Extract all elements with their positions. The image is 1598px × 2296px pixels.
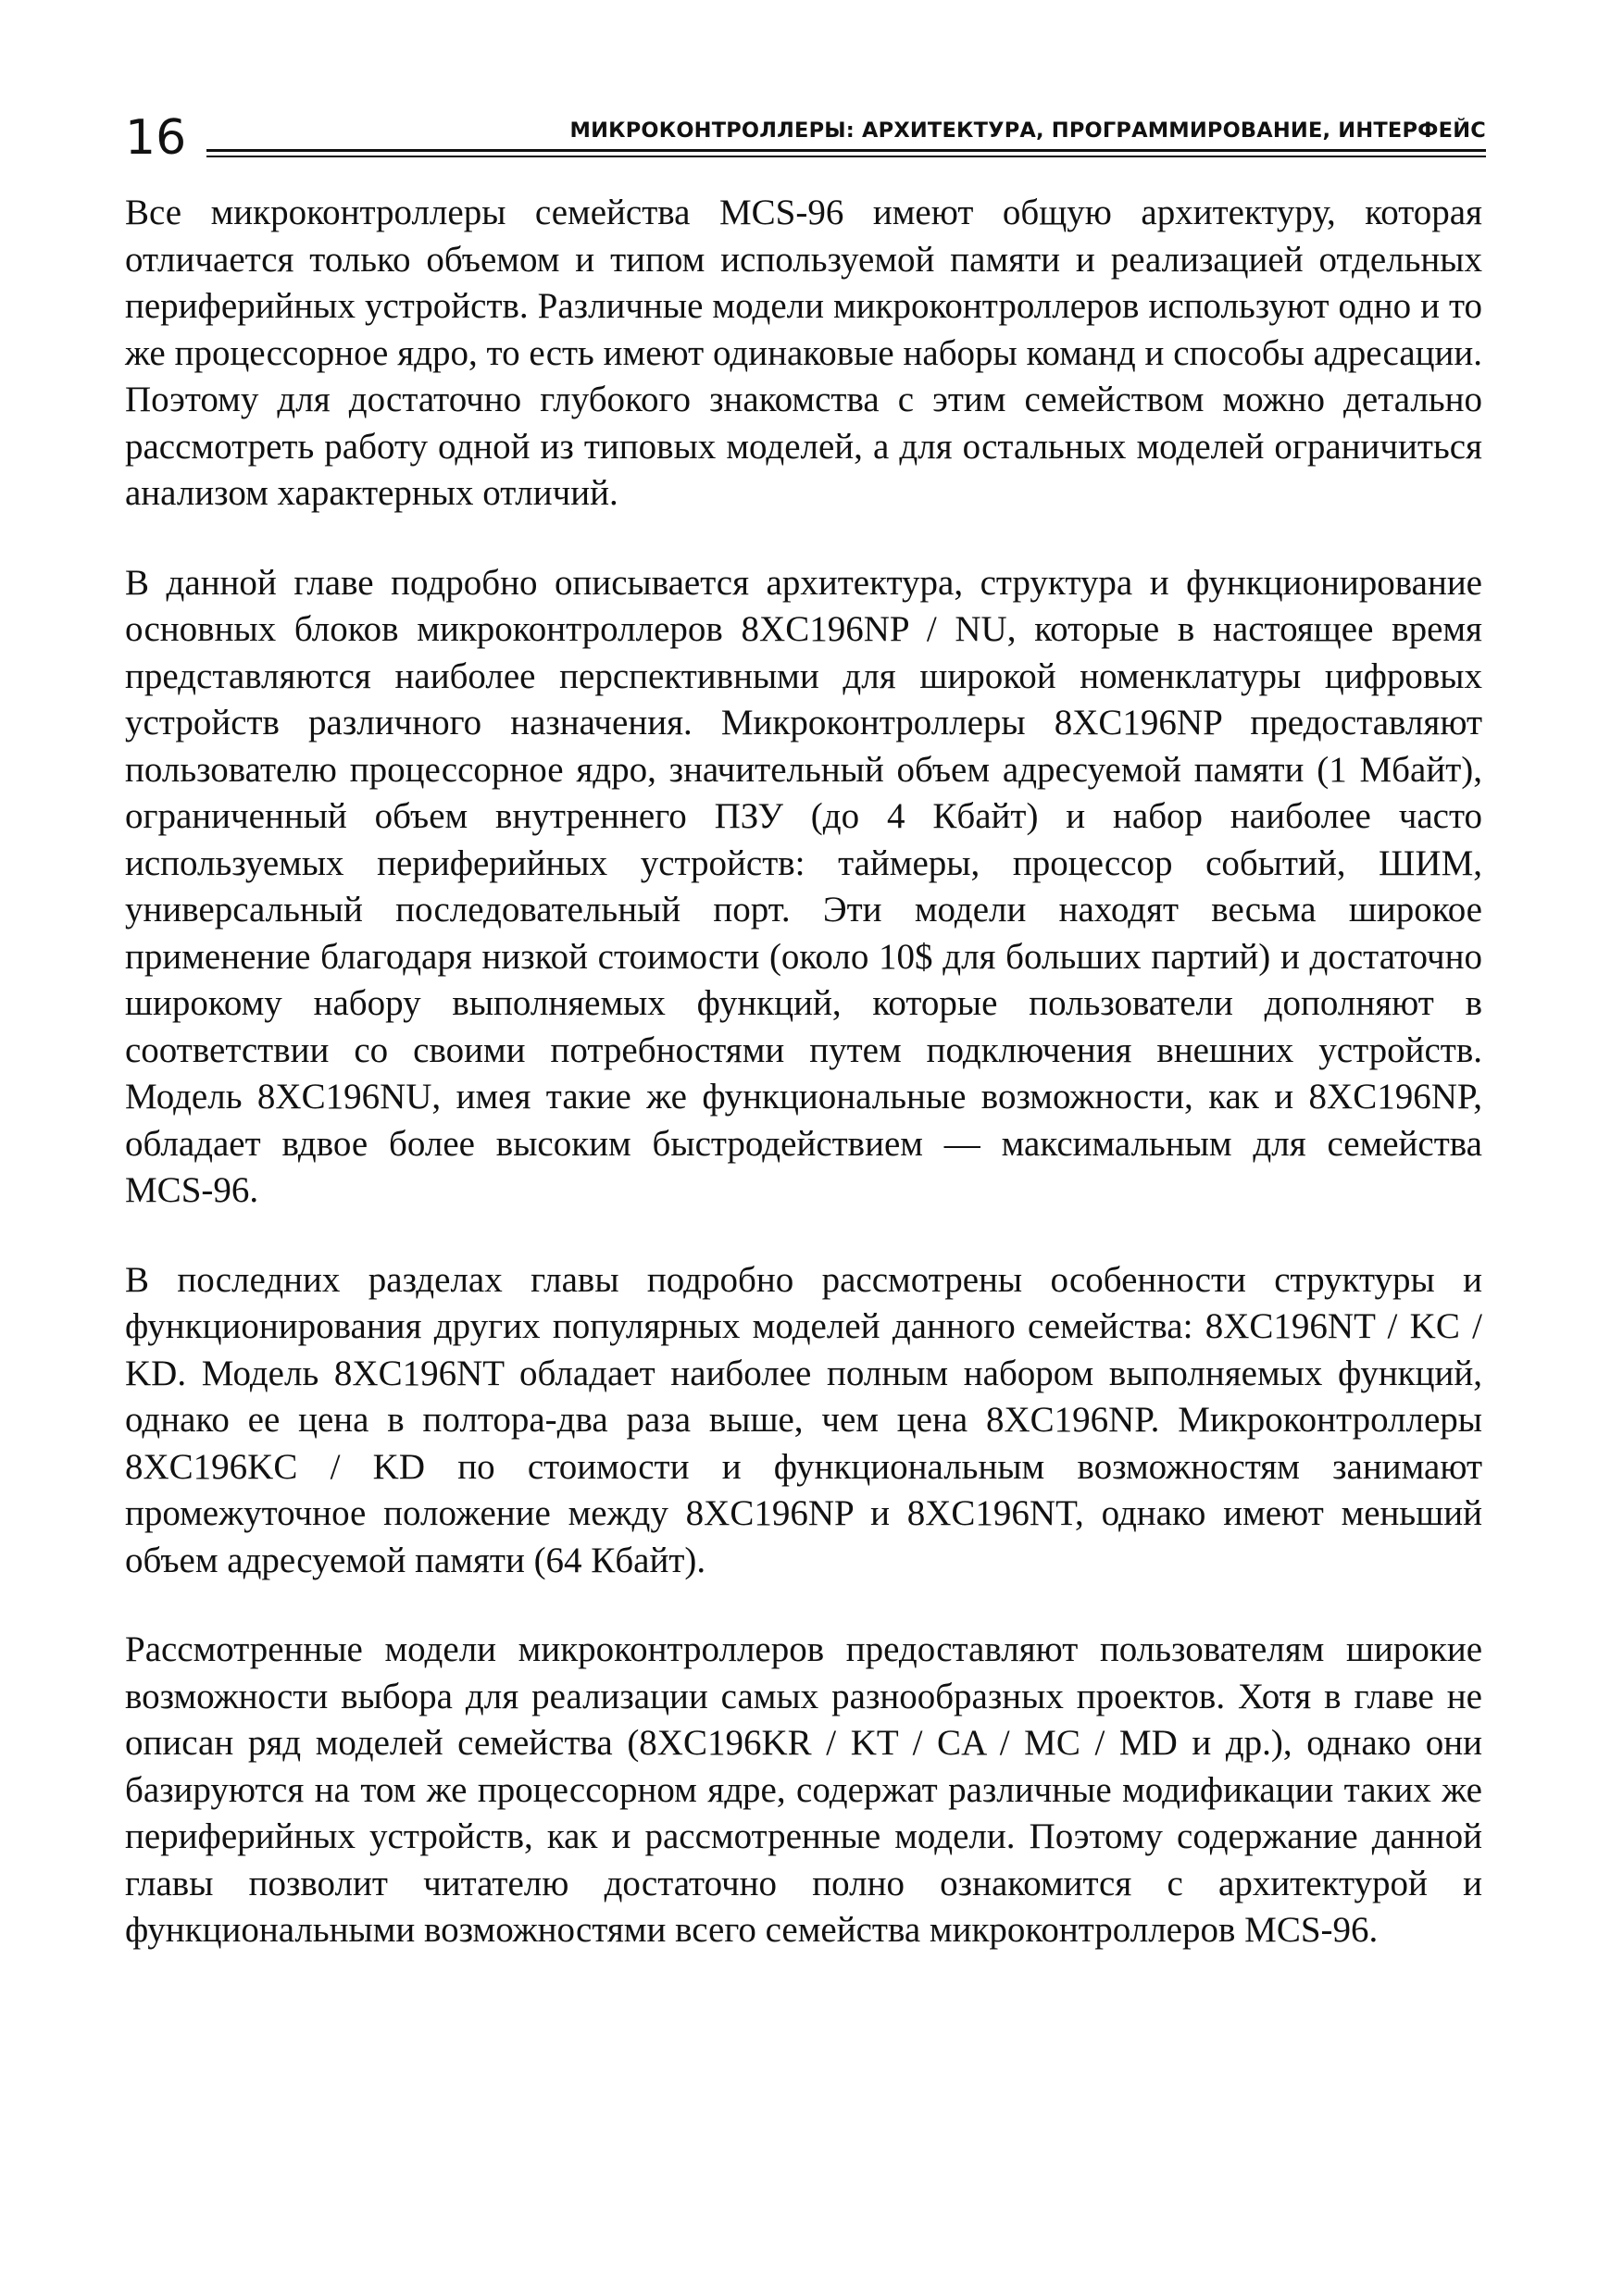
body-text (125, 190, 1482, 1997)
paragraph-intro: Все микроконтроллеры семейства MCS-96 имеют общую архитектуру, которая отличается только объемом и типом используемой памяти и реализацией отдельных периферийных устройств. Различные модели микроконтроллеров используют одно и то же процессорное ядро, то есть имеют одинаковые наборы команд и способы адресации. Поэтому для достаточно глубокого знакомства с этим семейством можно детально рассмотреть работу одной из типовых моделей, а для остальных моделей ограничиться анализом характерных отличий. (125, 193, 1482, 513)
running-title: МИКРОКОНТРОЛЛЕРЫ: АРХИТЕКТУРА, ПРОГРАММИРОВАНИЕ, ИНТЕРФЕЙС (569, 119, 1486, 143)
running-head (125, 109, 1486, 167)
paragraph-chapter-scope: В данной главе подробно описывается архитектура, структура и функционирование основных блоков микроконтроллеров 8XC196NP / NU, которые в настоящее время представляются наиболее перспективными для широкой номенклатуры цифровых устройств различного назначения. Микроконтроллеры 8XC196NP предоставляют пользователю процессорное ядро, значительный объем адресуемой памяти (1 Мбайт), ограниченный объем внутреннего ПЗУ (до 4 Кбайт) и набор наиболее часто используемых периферийных устройств: таймеры, процессор событий, ШИМ, универсальный последовательный порт. Эти модели находят весьма широкое применение благодаря низкой стоимости (около 10$ для больших партий) и достаточно широкому набору выполняемых функций, которые пользователи дополняют в соответствии со своими потребностями путем подключения внешних устройств. Модель 8XC196NU, имея такие же функциональные возможности, как и 8XC196NP, обладает вдвое более высоким быстродействием — максимальным для семейства MCS-96. (125, 562, 1482, 1210)
page-number: 16 (125, 110, 187, 166)
paragraph-other-models: В последних разделах главы подробно рассмотрены особенности структуры и функционирования других популярных моделей данного семейства: 8XC196NT / KC / KD. Модель 8XC196NT обладает наиболее полным набором выполняемых функций, однако ее цена в полтора-два раза выше, чем цена 8XC196NP. Микроконтроллеры 8XC196KC / KD по стоимости и функциональным возможностям занимают промежуточное положение между 8XC196NP и 8XC196NT, однако имеют меньший объем адресуемой памяти (64 Кбайт). (125, 1259, 1482, 1580)
paragraph-conclusion: Рассмотренные модели микроконтроллеров предоставляют пользователям широкие возможности выбора для реализации самых разнообразных проектов. Хотя в главе не описан ряд моделей семейства (8XC196KR / KT / CA / MC / MD и др.), однако они базируются на том же процессорном ядре, содержат различные модификации таких же периферийных устройств, как и рассмотренные модели. Поэтому содержание данной главы позволит читателю достаточно полно ознакомится с архитектурой и функциональными возможностями всего семейства микроконтроллеров MCS-96. (125, 1629, 1482, 1950)
header-rule-secondary (206, 156, 1486, 157)
header-rule (206, 149, 1486, 152)
